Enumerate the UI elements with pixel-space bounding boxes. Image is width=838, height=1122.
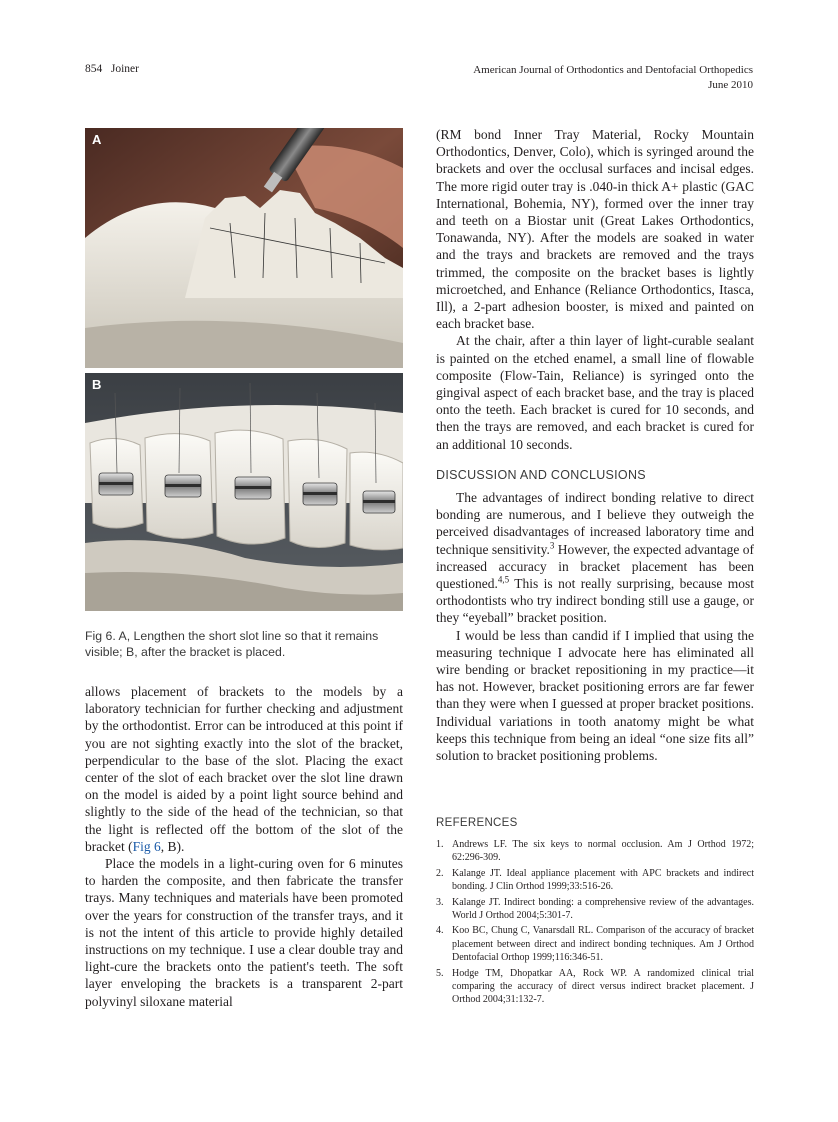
section-heading-discussion: DISCUSSION AND CONCLUSIONS (436, 468, 646, 482)
page-number: 854 (85, 63, 103, 75)
discussion-paragraph-1: The advantages of indirect bonding relative to direct bonding are numerous, and I believe they outweigh the perceived disadvantages of increased laboratory time and technique sensitivity.$^3$ However, the expected advantage of increased accuracy in bracket placement has been questioned.$^{4,5}$ This is not really surprising, because most orthodontists who try indirect bonding still use a gauge, or they “eyeball” bracket position. (436, 490, 754, 626)
issue-date: June 2010 (708, 79, 753, 91)
dental-model-photo-b (85, 373, 403, 611)
running-header-right (473, 63, 753, 93)
citation-superscript[interactable]: 3 (549, 540, 555, 551)
left-column-text (85, 683, 403, 1010)
running-author: Joiner (110, 63, 139, 75)
reference-item: 1. Andrews LF. The six keys to normal occlusion. Am J Orthod 1972; 62:296-309. (436, 839, 754, 864)
reference-item: 5. Hodge TM, Dhopatkar AA, Rock WP. A randomized clinical trial comparing the accuracy of direct versus indirect bracket placement. J Orthod 2004;31:132-7. (436, 967, 754, 1006)
dental-model-photo-a (85, 128, 403, 368)
left-paragraph-1: allows placement of brackets to the models by a laboratory technician for further checking and adjustment by the orthodontist. Error can be introduced at this point if you are not sighting exactly into the slot of the bracket, perpendicular to the base of the slot. Placing the exact center of the slot of each bracket over the slot line drawn on the model is aided by a point light source behind and slightly to the side of the head of the technician, so that the light is reflected off the bottom of the slot of the bracket (Fig 6, B). (85, 684, 403, 854)
reference-item: 3. Kalange JT. Indirect bonding: a comprehensive review of the advantages. World J Orthod 2004;5:301-7. (436, 896, 754, 922)
right-column-text (436, 126, 754, 453)
references-heading: REFERENCES (436, 817, 518, 829)
panel-b-label: B (92, 377, 102, 392)
figure-caption: Fig 6. A, Lengthen the short slot line so that it remains visible; B, after the bracket is placed. (85, 629, 379, 659)
discussion-paragraph-2: I would be less than candid if I implied that using the measuring technique I advocate here has eliminated all wire bending or bracket repositioning in my practice—it has not. However, bracket positioning errors are far fewer than they were when I guessed at proper bracket positions. Individual variations in tooth anatomy might be what keeps this technique from being an ideal “one size fits all” solution to bracket positioning problems. (436, 627, 754, 764)
discussion-text (436, 489, 754, 764)
left-paragraph-2: Place the models in a light-curing oven for 6 minutes to harden the composite, and then fabricate the transfer trays. Many techniques and materials have been promoted over the years for construction of the transfer trays, and it is not the intent of this article to provide highly detailed instructions on my technique. I use a clear double tray and light-cure the brackets onto the patient's teeth. The soft layer enveloping the brackets is a transparent 2-part polyvinyl siloxane material (85, 856, 403, 1009)
right-paragraph-2: At the chair, after a thin layer of light-curable sealant is painted on the etched enamel, a small line of flowable composite (Flow-Tain, Reliance) is syringed onto the gingival aspect of each bracket base, and the tray is placed onto the teeth. Each bracket is cured for 10 seconds, and then the trays are removed, and each bracket is cured for an additional 10 seconds. (436, 333, 754, 452)
panel-a-label: A (92, 132, 102, 147)
reference-item: 2. Kalange JT. Ideal appliance placement with APC brackets and indirect bonding. J Clin Orthod 1999;33:516-26. (436, 867, 754, 893)
citation-superscript[interactable]: 4,5 (497, 574, 510, 585)
figure-panel-a (85, 128, 403, 368)
running-header-left (85, 63, 139, 75)
figure-panel-b (85, 373, 403, 611)
journal-title: American Journal of Orthodontics and Dentofacial Orthopedics (473, 64, 753, 76)
reference-list (436, 838, 754, 1009)
figure-reference-link[interactable]: Fig 6 (132, 838, 161, 854)
reference-item: 4. Koo BC, Chung C, Vanarsdall RL. Comparison of the accuracy of bracket placement between direct and indirect bonding techniques. Am J Orthod Dentofacial Orthop 1999;116:346-51. (436, 925, 754, 964)
right-paragraph-1: (RM bond Inner Tray Material, Rocky Mountain Orthodontics, Denver, Colo), which is syringed around the brackets and over the occlusal surfaces and incisal edges. The more rigid outer tray is .040-in thick A+ plastic (GAC International, Bohemia, NY), formed over the inner tray and teeth on a Biostar unit (Great Lakes Orthodontics, Tonawanda, NY). After the models are soaked in water and the trays and brackets are removed and the trays trimmed, the composite on the bracket bases is lightly microetched, and Enhance (Reliance Orthodontics, Itasca, Ill), a 2-part adhesion booster, is mixed and painted on each bracket base. (436, 127, 754, 332)
